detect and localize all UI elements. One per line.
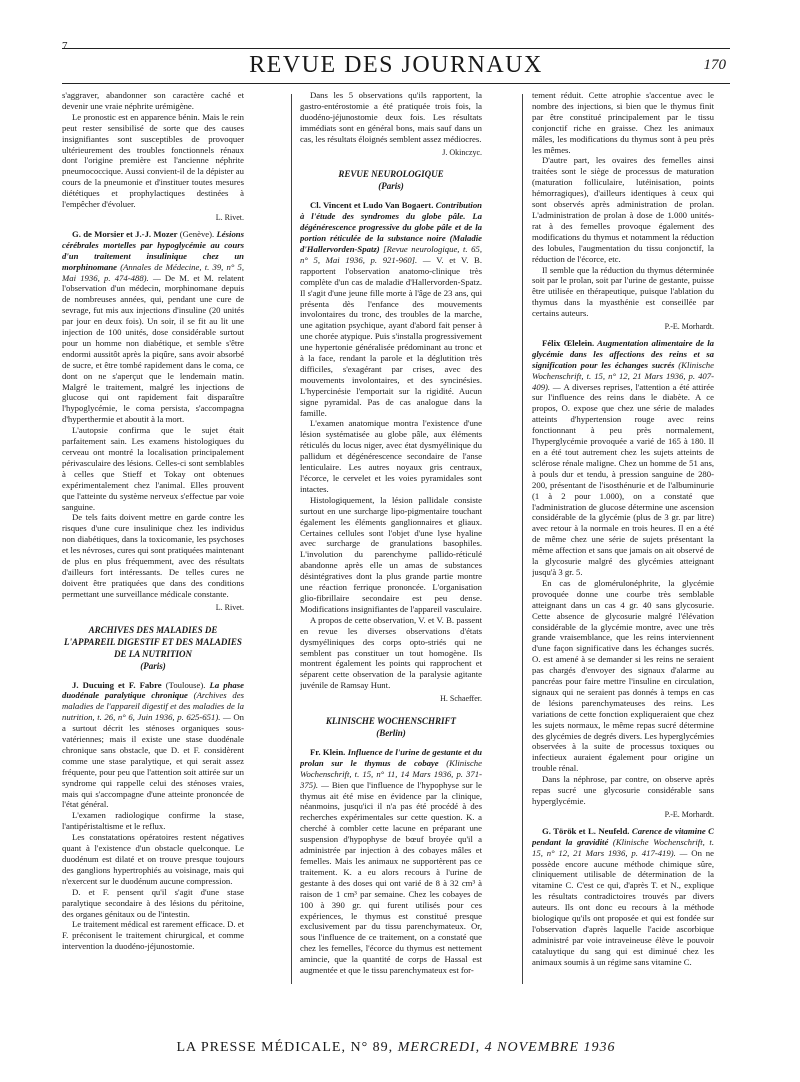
article-place: (Genève). <box>177 228 217 239</box>
article-text: V. et V. B. rapportent l'observation anatomo-clinique très complète d'un cas de maladie d'Hallervorden-Spatz. Il s'agit d'une jeune fille morte à l'âge de 23 ans, qui présenta dès l'enfance des mouvements involontaires du tronc, des troubles de la marche, une agitation psychique, ayant d'abord fait penser à une chorée atypique. Puis s'installa progressivement une hypertonie généralisée prédominant au tronc et à la face, rendant la parole et la déglutition très difficiles, s'exagérant par crises, avec des mouvements involontaires, et des syncinésies. L'hypercinésie l'emportait sur la rigidité. Aucun signe pyramidal. Pas de cas analogue dans la famille. <box>300 254 482 418</box>
paragraph: A propos de cette observation, V. et V. B. passent en revue les diverses observations d'états dysmyéliniques des corps opto-striés qui ne semblent pas constituer un tout homogène. Ils montrent également les points qui rapprochent et séparent cette observation de la paralysie agitante juvénile de Ramsay Hunt. <box>300 614 482 691</box>
article-reference: (Klinische Wochenschrift, t. 15, n° 12, 21 Mars 1936, p. 407-409). — <box>532 359 714 392</box>
article-reference: (Archives des maladies de l'appareil digestif et des maladies de la nutrition, t. 26, n° 6, Juin 1936, p. 625-651). — <box>62 690 244 723</box>
signature: P.-E. Morhardt. <box>664 322 714 332</box>
column-1 <box>62 90 244 985</box>
section-place: (Berlin) <box>376 728 406 739</box>
corner-mark: 7 <box>62 40 68 52</box>
section-title: ARCHIVES DES MALADIES DE L'APPAREIL DIGESTIF ET DES MALADIES DE LA NUTRITION <box>64 624 242 659</box>
article-authors: G. Török et L. Neufeld. <box>542 825 630 836</box>
signature: L. Rivet. <box>215 602 244 612</box>
signature: H. Schaeffer. <box>440 694 482 704</box>
paragraph: Les constatations opératoires restent négatives quant à l'existence d'un obstacle quelconque. Le duodénum est dilaté et on trouve presque toujours des ganglions hypertrophiés au voisinage, mais qui n'exercent sur le duodénum aucune compression. <box>62 832 244 886</box>
page-footer <box>62 1040 730 1056</box>
article-reference: (Annales de Médecine, t. 39, n° 5, Mai 1936, p. 474-488). — <box>62 261 244 283</box>
page-number: 170 <box>703 57 726 73</box>
article-de-morsier <box>62 229 244 614</box>
section-title: REVUE NEUROLOGIQUE <box>338 169 444 180</box>
signature: J. Okinczyc. <box>442 147 482 157</box>
article-vincent <box>300 200 482 705</box>
article-authors: Cl. Vincent et Ludo Van Bogaert. <box>310 200 434 211</box>
article-title: Carence de vitamine C pendant la gravidité <box>532 825 714 847</box>
paragraph: D'autre part, les ovaires des femelles ainsi traitées sont le siège de processus de maturation (maturation folliculaire, lutéinisation, points hémorragiques), d'ailleurs identiques à ceux qui sont observés après administration de prolan. L'administration de prolan à dose de 1.000 unités-rat à des femelles provoque également des modifications du thymus et notamment la réduction des lobules, l'augmentation du tissu conjonctif, la réduction de l'écorce, etc. <box>532 155 714 264</box>
paragraph: En cas de glomérulonéphrite, la glycémie provoquée donne une courbe très semblable atteignant dans un cas 4 gr. 40 sans glycosurie. Cette absence de glycosurie malgré l'élévation considérable de la glycémie montre, avec une très grande vraisemblance, que les reins interviennent d'une façon significative dans les échanges sucrés. O. est amené à se demander si les reins ne seraient pas chargés d'envoyer des signaux d'alarme au pancréas pour faire mettre l'insuline en circulation, signaux qui ne seraient pas donnés à temps en cas de lésions parenchymateuses des reins. Les variations de cette fonction expliqueraient que chez les sujets normaux, le même repas sucré détermine des glycémies de degrés divers. Les hyperglycémies observées à la suite de processus toxiques ou infectieux auraient également pour origine un trouble rénal. <box>532 577 714 774</box>
article-authors: J. Ducuing et F. Fabre <box>72 679 162 690</box>
paragraph: D. et F. pensent qu'il s'agit d'une stase paralytique secondaire à des lésions du péritoine, des organes génitaux ou de l'intestin. <box>62 886 244 919</box>
column-divider <box>522 94 523 984</box>
article-oelelein <box>532 338 714 821</box>
column-2 <box>300 90 482 985</box>
paragraph: Le pronostic est en apparence bénin. Mais le rein peut rester sensibilisé de sorte que des causes insignifiantes sont susceptibles de provoquer ultérieurement des troubles fonctionnels rénaux dont l'origine première est l'ancienne néphrite pneumococcique. Aussi convient-il de la dépister au cours de la pneumonie et d'instituer toutes mesures diététiques et prophylactiques destinées à l'empêcher d'évoluer. <box>62 111 244 210</box>
article-text: De M. et M. relatent l'observation d'un médecin, morphinomane depuis de nombreuses années, qui, pendant une cure de sevrage, fut mis aux injections d'insuline (20 unités par jour en deux fois). Un soir, il se fit au lit une injection de 100 unités, dose considérable surtout pour un homme non diabétique, et semble s'être endormi aussitôt après la piqûre, sans avoir absorbé de sucre, et être tombé rapidement dans le coma, ce dont on ne s'aperçut que le lendemain matin. Malgré le traitement, malgré les injections de glucose qui ont rapidement fait disparaître l'hypoglycémie, le coma persista, s'accompagna d'hyperthermie et aboutit à la mort. <box>62 272 244 425</box>
paragraph: Dans la néphrose, par contre, on observe après repas sucré une glycosurie considérable sans hyperglycémie. <box>532 774 714 806</box>
paragraph: L'autopsie confirma que le sujet était parfaitement sain. Les examens histologiques du cerveau ont montré la localisation principalement périvasculaire des lésions. Celles-ci sont semblables à celles que Stieff et Tokay ont obtenues expérimentalement chez l'animal. Elles prouvent que l'atteinte du système nerveux s'effectue par voie sanguine. <box>62 425 244 512</box>
article-title: Augmentation alimentaire de la glycémie dans les affections des reins et sa signification pour les échanges sucrés <box>532 337 714 370</box>
paragraph: L'examen radiologique confirme la stase, l'antipéristaltisme et le reflux. <box>62 810 244 832</box>
section-place: (Paris) <box>378 181 404 192</box>
article-reference: (Klinische Wochenschrift, t. 15, n° 11, 14 Mars 1936, p. 371-375). — <box>300 757 482 790</box>
footer-date: MERCREDI, 4 NOVEMBRE 1936 <box>393 1040 616 1055</box>
article-authors: Félix Œlelein. <box>542 337 595 348</box>
article-klein <box>300 747 482 976</box>
paragraph: L'examen anatomique montra l'existence d'une lésion systématisée au globe pâle, aux éléments réticulés du locus niger, avec état dysmyélinique du pallidum et dégénérescence secondaire de l'anse lenticulaire. Les autres noyaux gris centraux, l'écorce, le cervelet et les voies pyramidales sont intactes. <box>300 418 482 494</box>
section-place: (Paris) <box>140 660 166 671</box>
paragraph: s'aggraver, abandonner son caractère caché et devenir une vraie néphrite urémigène. <box>62 90 244 111</box>
article-title: La phase duodénale paralytique chronique <box>62 679 244 701</box>
section-title: KLINISCHE WOCHENSCHRIFT <box>325 716 457 727</box>
article-authors: Fr. Klein. <box>310 746 346 757</box>
page-header <box>62 48 730 84</box>
paragraph: Le traitement médical est rarement efficace. D. et F. préconisent le traitement chirurgical, et comme intervention la duodéno-jéjunostomie. <box>62 919 244 952</box>
paragraph: Dans les 5 observations qu'ils rapportent, la gastro-entérostomie a été pratiquée trois fois, la duodéno-jéjunostomie deux fois. Les résultats immédiats sont en général bons, mais sauf dans un cas, les résultats éloignés semblent assez médiocres. <box>300 90 482 144</box>
paragraph: De tels faits doivent mettre en garde contre les risques d'une cure insulinique chez les individus non diabétiques, dans la toxicomanie, les psychoses et les névroses, cures qui sont pratiquées maintenant de plus en plus fréquemment, avec des résultats d'ailleurs fort intéressants. De telles cures ne doivent être pratiquées que dans des conditions permettant une surveillance médicale constante. <box>62 512 244 599</box>
article-title: Influence de l'urine de gestante et du prolan sur le thymus de cobaye <box>300 746 482 768</box>
paragraph: Il semble que la réduction du thymus déterminée soit par le prolan, soit par l'urine de gestante, puisse être utilisée en thérapeutique, puisque l'ablation du thymus dans la myasthénie est conseillée par certains auteurs. <box>532 264 714 319</box>
journal-title: REVUE DES JOURNAUX <box>249 52 543 78</box>
article-text: A diverses reprises, l'attention a été attirée sur l'influence des reins dans le diabète. A ce propos, O. expose que chez une série de malades atteints d'hypertension rouge avec reins fonctionnant à peu près normalement, l'hyperglycémie provoquée a varié de 165 à 180. Il en a été tout autrement chez les sujets atteints de sclérose rénale maligne. Chez un homme de 51 ans, à pouls dur et tendu, à pression sanguine de 280-200, présentant de l'isosthénurie et de l'albuminurie (1 à 2 pour 1.000), on a constaté que l'administration de glucose détermine une ascension considérable de la glycémie (plus de 3 gr. par litre) avec retour à la normale en trois heures. Il en a été de même chez une série de sujets présentant la même affection et sans que jamais on ait observé de la glycosurie malgré des glycémies atteignant jusqu'à 3 gr. 5. <box>532 381 714 577</box>
column-divider <box>291 94 292 984</box>
paragraph: Histologiquement, la lésion pallidale consiste surtout en une surcharge lipo-pigmentaire touchant également les éléments ganglionnaires et gliaux. Certaines cellules sont l'objet d'une lyse hyaline avec surcharge de granulations basophiles. L'involution du parenchyme pallido-réticulé abandonne après elle un amas de substances désintégratives dont la plus grande partie montre une réaction ferrique prononcée. L'organisation glio-fibrillaire secondaire est peu dense. Modifications insignifiantes de l'appareil vasculaire. <box>300 494 482 614</box>
column-3 <box>532 90 714 985</box>
signature: L. Rivet. <box>215 212 244 222</box>
article-place: (Toulouse). <box>161 679 210 690</box>
article-ducuing <box>62 680 244 953</box>
article-title: Lésions cérébrales mortelles par hypoglycémie au cours d'un traitement insulinique chez un morphinomane <box>62 228 244 272</box>
article-title: Contribution à l'étude des syndromes du globe pâle. La dégénérescence progressive du globe pâle et de la portion réticulée de la substance noire (Maladie d'Hallervorden-Spatz) <box>300 200 482 254</box>
article-reference: (Klinische Wochenschrift, t. 15, n° 12, 21 Mars 1936, p. 417-419). — <box>532 836 714 858</box>
article-text: Bien que l'influence de l'hypophyse sur le thymus ait été mise en évidence par la clinique, néanmoins, jusqu'ici il n'a pas été procédé à des recherches expérimentales sur cette question. K. a cherché à combler cette lacune en préparant une suspension d'hypophyse de bœuf broyée qu'il a administrée par injection à des cobayes mâles et femelles. Mais les animaux ne supportèrent pas ce traitement. K. a eu alors recours à l'urine de gestante à des doses qui ont varié de 8 à 32 cm³ à raison de 1 cm³ par semaine. Chez les cobayes de 100 à 390 gr. qui furent utilisés pour ces expériences, le thymus est constitué presque exclusivement par du tissu parenchymateux. Or, sous l'influence de ce traitement, on a constaté que chez les femelles, l'écorce du thymus est nettement amincie, que la quantité de corps de Hassal est augmentée et que le tissu parenchymateux est for- <box>300 779 482 976</box>
signature: P.-E. Morhardt. <box>664 809 714 819</box>
article-torok <box>532 826 714 968</box>
paragraph: tement réduit. Cette atrophie s'accentue avec le nombre des injections, si bien que le thymus finit par être constitué principalement par le tissu conjonctif riche en graisse. Chez les animaux mâles, les modifications du thymus sont à peu près les mêmes. <box>532 90 714 155</box>
footer-journal: LA PRESSE MÉDICALE, N° 89, <box>176 1040 394 1055</box>
article-text: On ne possède encore aucune méthode chimique sûre, cliniquement utilisable de détermination de la vitamine C. C'est ce qui, d'après T. et N., explique les résultats contradictoires trouvés par divers auteurs. Ils ont donc eu recours à la méthode biologique qu'ils ont proposée et qui est fondée sur l'observation d'après laquelle l'acide ascorbique administré par voie intraveineuse élève le pouvoir cataluytique du sang qui est diminué chez les animaux soumis à un régime sans vitamine C. <box>532 847 714 967</box>
article-text: On a surtout décrit les sténoses organiques sous-vatériennes; mais il existe une stase duodénale chronique sans obstacle, que D. et F. considèrent comme une stase paralytique, et qui serait assez fréquente, pour peu que l'attention soit attirée sur un syndrome qui rappelle celui des sténoses vraies, mais qui s'accompagne d'une atteinte prononcée de l'état général. <box>62 712 244 810</box>
article-authors: G. de Morsier et J.-J. Mozer <box>72 228 178 239</box>
article-reference: [Revue neurologique, t. 65, n° 5, Mai 1936, p. 921-960]. — <box>300 243 482 265</box>
